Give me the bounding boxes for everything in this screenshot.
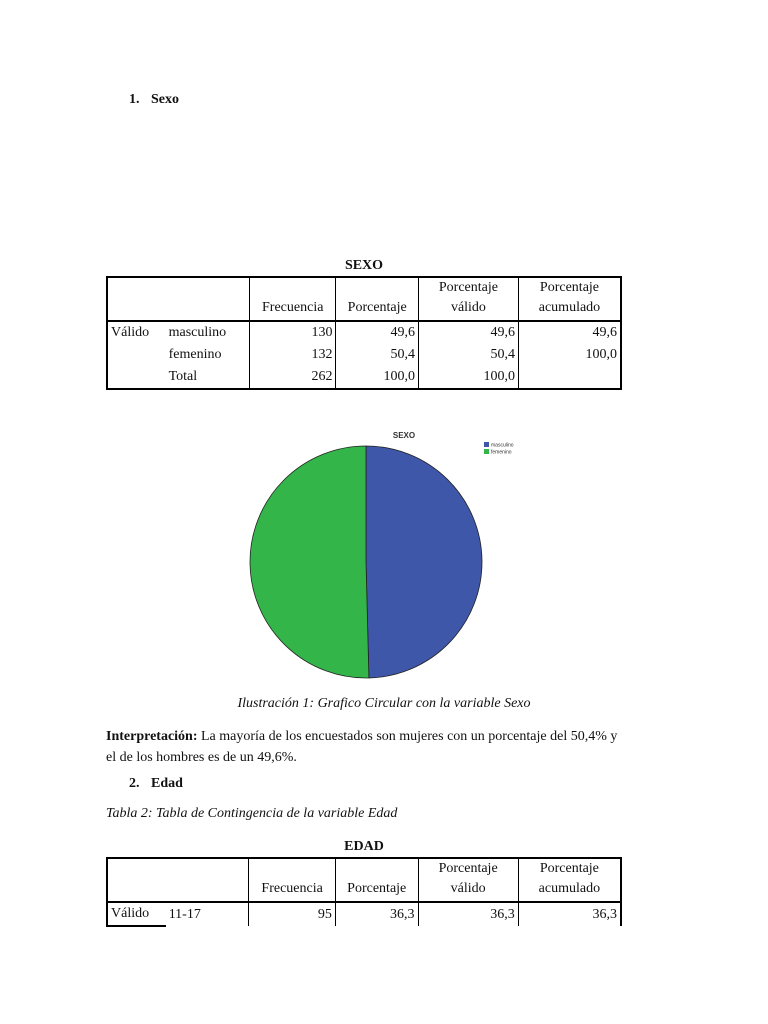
table2-caption: Tabla 2: Tabla de Contingencia de la variable Edad	[106, 806, 398, 821]
table-row	[107, 366, 621, 389]
section-title: Sexo	[151, 92, 179, 107]
section-heading-edad	[129, 776, 183, 792]
pie-chart-sexo	[240, 426, 540, 688]
header-blank	[166, 277, 250, 321]
group-label: Válido	[111, 325, 150, 340]
header-frecuencia: Frecuencia	[249, 858, 336, 902]
cell-pct: 49,6	[336, 321, 419, 344]
header-porcentaje: Porcentaje	[336, 277, 419, 321]
cell-freq: 95	[249, 902, 336, 926]
legend-label-masculino: masculino	[491, 442, 514, 449]
header-blank	[107, 277, 166, 321]
frequency-table-sexo	[106, 276, 622, 390]
cell-freq: 130	[250, 321, 336, 344]
cell-pct: 36,3	[335, 902, 418, 926]
cell-cum: 49,6	[592, 325, 617, 340]
group-label: Válido	[107, 902, 166, 926]
section-number: 2.	[129, 776, 140, 791]
header-frecuencia: Frecuencia	[250, 277, 336, 321]
table-row	[107, 902, 621, 926]
table-header-row	[107, 277, 621, 321]
cell-cum	[518, 366, 621, 389]
header-blank	[107, 858, 166, 902]
cell-pct: 100,0	[336, 366, 419, 389]
chart-title: SEXO	[392, 431, 416, 440]
legend-swatch-femenino	[484, 449, 489, 454]
table-row	[107, 321, 621, 344]
interpretation-text-2: el de los hombres es de un 49,6%.	[106, 750, 297, 765]
header-porcentaje-acumulado: Porcentaje acumulado	[538, 280, 601, 315]
figure-caption: Ilustración 1: Grafico Circular con la variable Sexo	[237, 696, 531, 711]
table-header-row	[107, 858, 621, 902]
interpretation-paragraph	[106, 726, 666, 768]
section-heading-sexo	[129, 92, 179, 108]
row-label: femenino	[166, 344, 250, 366]
interpretation-label: Interpretación:	[106, 729, 198, 744]
section-title: Edad	[151, 776, 183, 791]
pie-slice-femenino	[250, 446, 369, 678]
header-porcentaje-acumulado: Porcentaje acumulado	[538, 861, 601, 896]
pie-slices	[250, 446, 482, 678]
cell-pct: 50,4	[336, 344, 419, 366]
legend-label-femenino: femenino	[491, 449, 512, 456]
table-title-edad: EDAD	[344, 839, 384, 854]
cell-freq: 262	[250, 366, 336, 389]
table-title-sexo: SEXO	[344, 258, 384, 273]
cell-valid: 50,4	[418, 344, 518, 366]
legend-swatch-masculino	[484, 442, 489, 447]
section-number: 1.	[129, 92, 140, 107]
pie-slice-masculino	[366, 446, 482, 678]
row-label: Total	[166, 366, 250, 389]
interpretation-text-1: La mayoría de los encuestados son mujeres con un porcentaje del 50,4% y	[201, 729, 618, 744]
row-label: masculino	[166, 321, 250, 344]
header-porcentaje-valido: Porcentaje válido	[418, 858, 518, 902]
cell-cum: 100,0	[585, 347, 617, 362]
cell-freq: 132	[250, 344, 336, 366]
header-porcentaje: Porcentaje	[335, 858, 418, 902]
row-label: 11-17	[166, 902, 249, 926]
chart-legend	[484, 442, 514, 456]
header-porcentaje-valido: Porcentaje válido	[418, 277, 518, 321]
frequency-table-edad	[106, 857, 622, 927]
cell-valid: 36,3	[418, 902, 518, 926]
table-row	[107, 344, 621, 366]
cell-cum: 36,3	[592, 906, 617, 922]
cell-valid: 49,6	[418, 321, 518, 344]
cell-valid: 100,0	[418, 366, 518, 389]
header-blank	[166, 858, 249, 902]
